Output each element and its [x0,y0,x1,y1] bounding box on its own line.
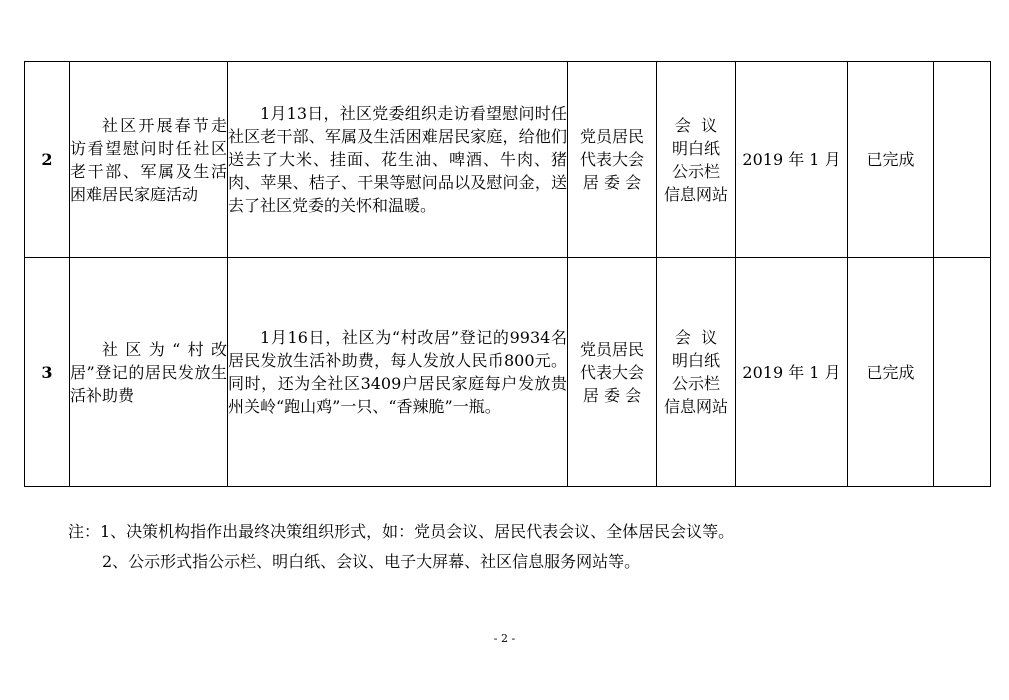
decision-body [568,258,657,487]
decision-body-line: 代表大会 [579,362,644,382]
item-description: 1月13日，社区党委组织走访看望慰问时任社区老干部、军属及生活困难居民家庭，给他们送去了大米、挂面、花生油、啤酒、牛肉、猪肉、苹果、桔子、干果等慰问品以及慰问金，送去了社区党委的关怀和温暖。 [228,62,568,258]
note-line-2: 2、公示形式指公示栏、明白纸、会议、电子大屏幕、社区信息服务网站等。 [102,552,641,571]
decision-body-line: 居 委 会 [582,385,642,405]
publicity-form-line: 信息网站 [663,184,728,204]
page-number: - 2 - [493,632,516,645]
remarks-cell [934,62,991,258]
decision-body-line: 代表大会 [579,150,644,169]
note-line-1: 注：1、决策机构指作出最终决策组织形式，如：党员会议、居民代表会议、全体居民会议等。 [68,522,735,541]
decision-body [568,62,657,258]
decision-body-line: 党员居民 [579,127,644,146]
row-number: 2 [25,62,70,258]
row-number: 3 [25,258,70,487]
item-description: 1月16日，社区为“村改居”登记的9934名居民发放生活补助费，每人发放人民币800元。同时，还为全社区3409户居民家庭每户发放贵州关岭“跑山鸡”一只、“香辣脆”一瓶。 [228,258,568,487]
notes [68,517,734,577]
publicity-form-line: 公示栏 [671,374,720,393]
records-table [24,61,991,487]
remarks-cell [934,258,991,487]
completion-date: 2019 年 1 月 [736,62,848,258]
table-row [25,62,991,258]
publicity-form-line: 会 议 [674,115,718,135]
publicity-form-line: 明白纸 [671,138,720,158]
publicity-form [657,258,736,487]
completion-date: 2019 年 1 月 [736,258,848,487]
status: 已完成 [848,62,934,258]
item-name: 社区为“村改居”登记的居民发放生活补助费 [70,258,228,487]
decision-body-line: 党员居民 [579,339,644,359]
decision-body-line: 居 委 会 [582,173,642,192]
publicity-form-line: 公示栏 [671,161,720,181]
publicity-form-line: 信息网站 [663,397,728,416]
item-name: 社区开展春节走访看望慰问时任社区老干部、军属及生活困难居民家庭活动 [70,62,228,258]
table-row [25,258,991,487]
publicity-form-line: 明白纸 [671,351,720,370]
publicity-form-line: 会 议 [674,328,718,347]
publicity-form [657,62,736,258]
status: 已完成 [848,258,934,487]
